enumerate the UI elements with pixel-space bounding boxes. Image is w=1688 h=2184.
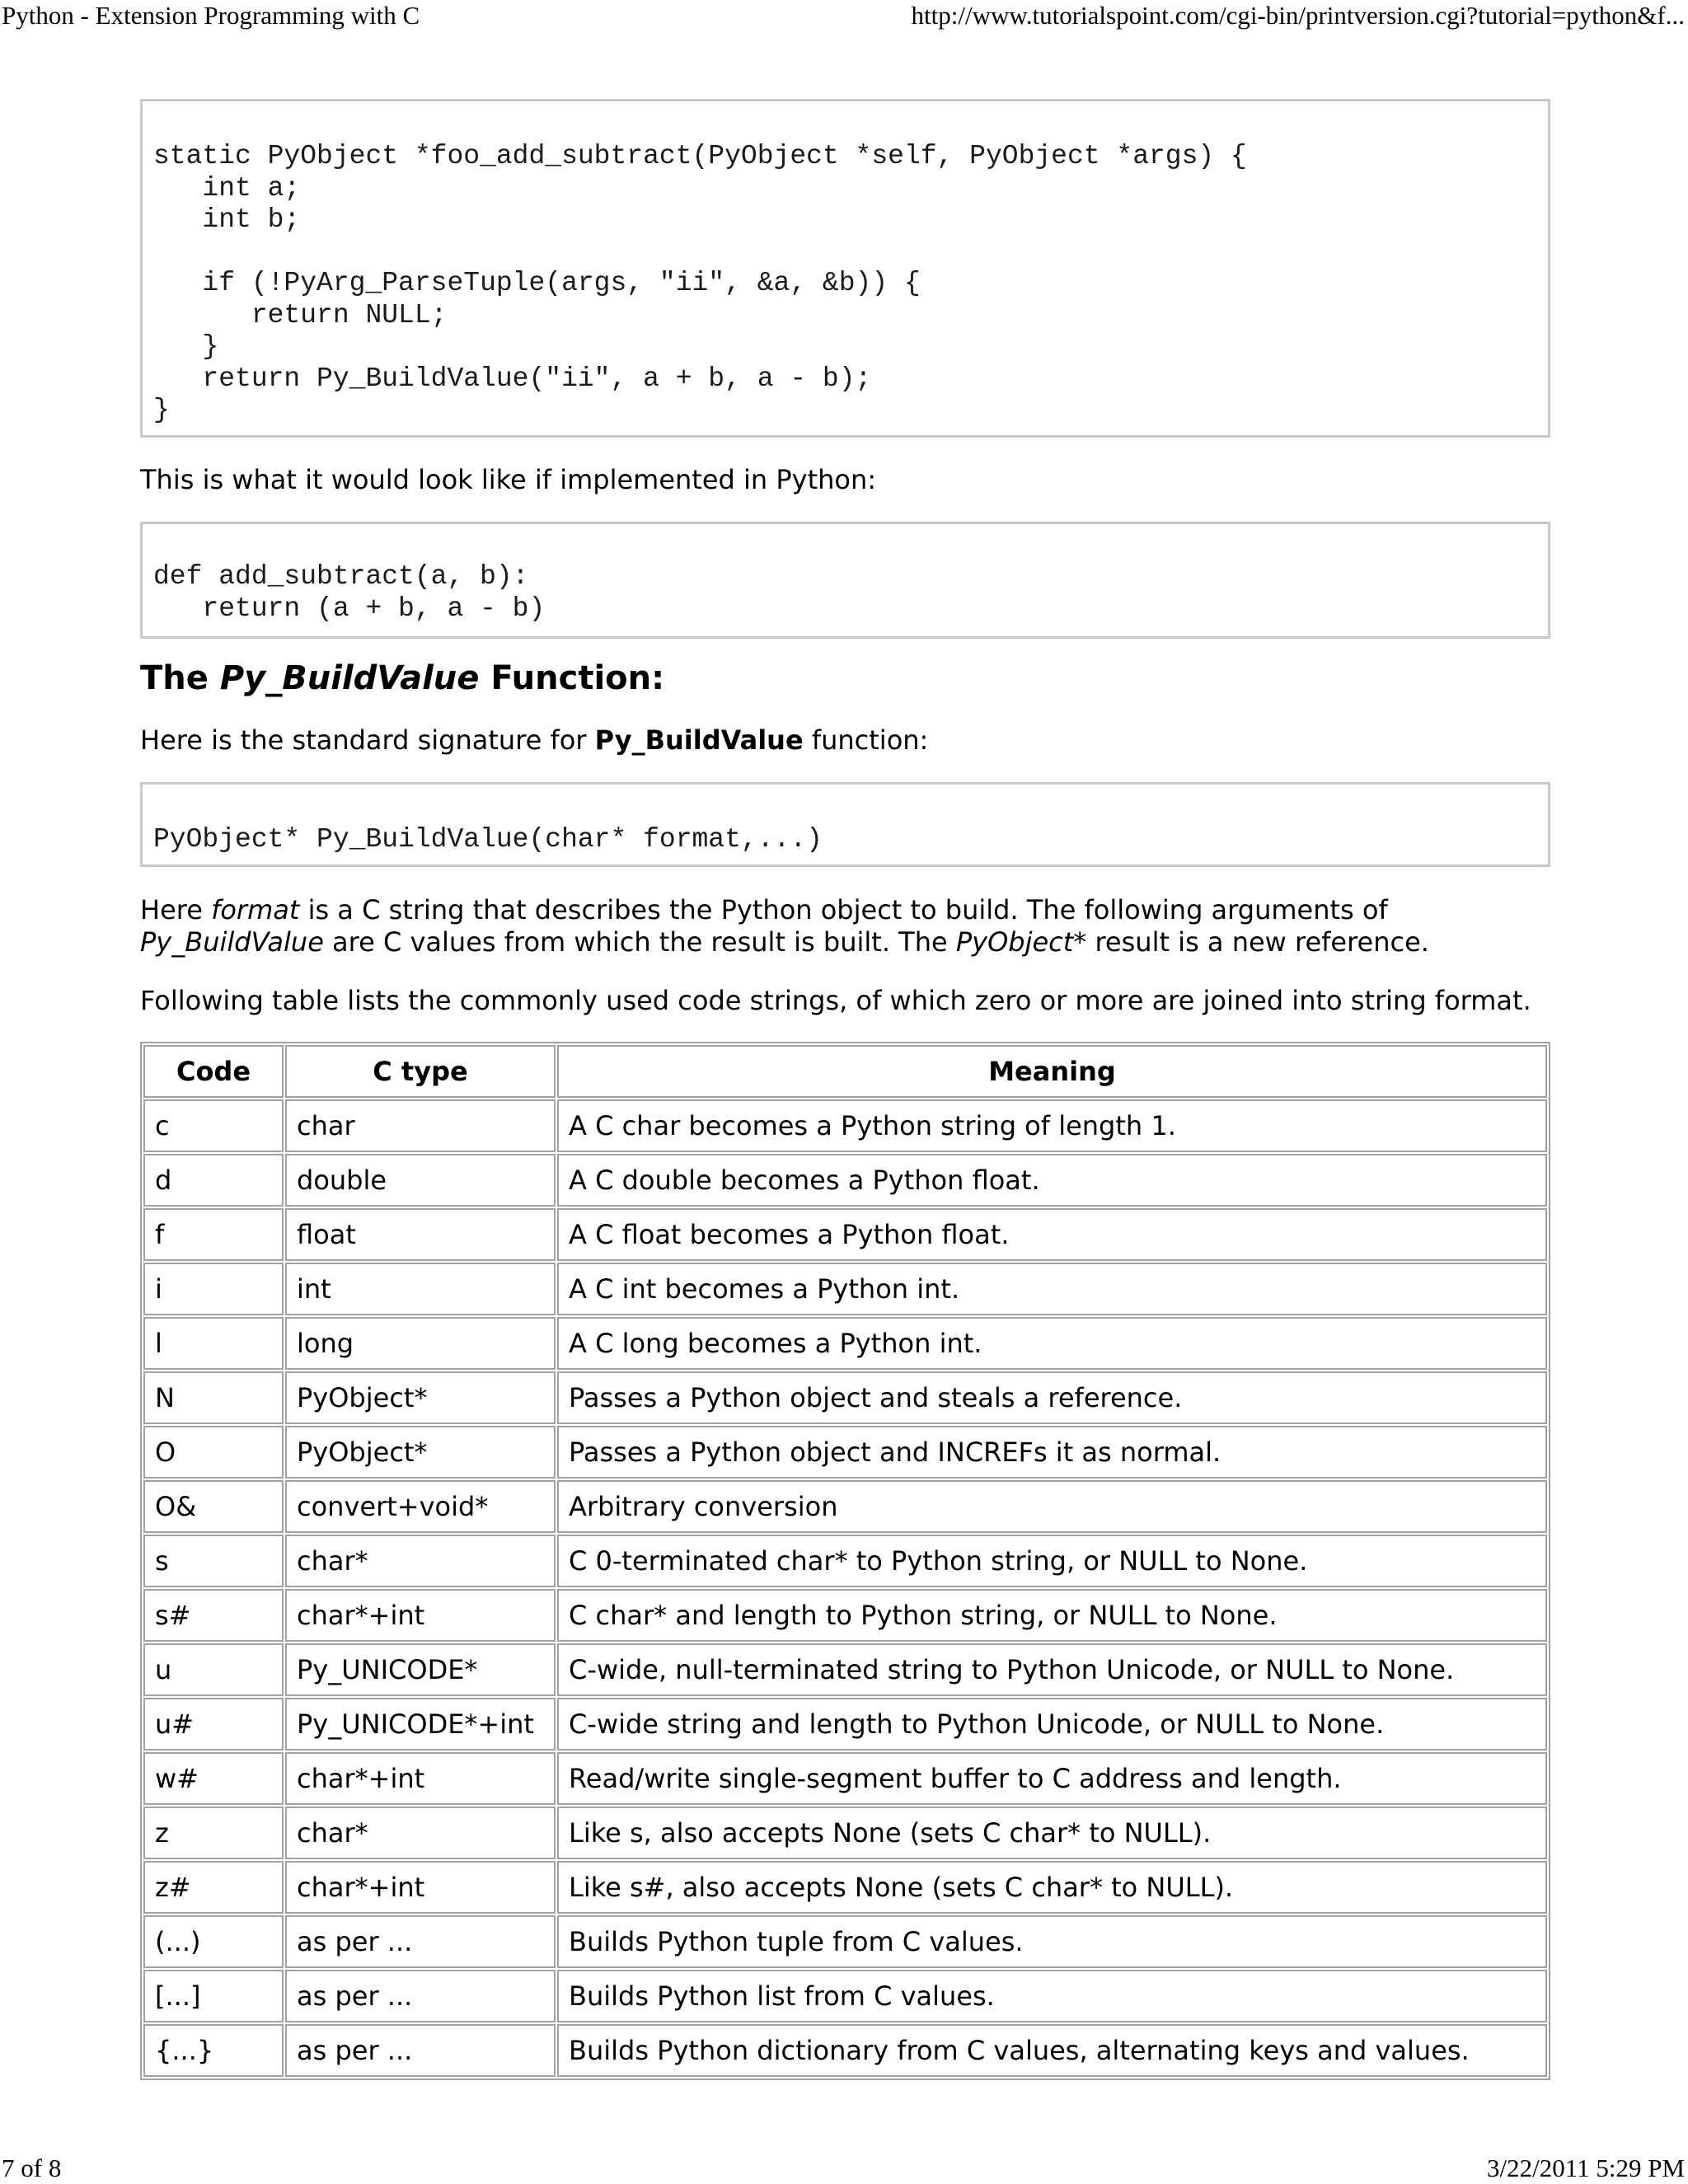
cell-code: l	[143, 1317, 284, 1370]
cell-meaning: C-wide string and length to Python Unicode, or NULL to None.	[557, 1698, 1547, 1750]
cell-meaning: A C long becomes a Python int.	[557, 1317, 1547, 1370]
section-heading	[140, 659, 664, 697]
table-row	[143, 1426, 1547, 1479]
cell-ctype: Py_UNICODE*+int	[285, 1698, 556, 1750]
table-row	[143, 1317, 1547, 1370]
cell-ctype: convert+void*	[285, 1480, 556, 1533]
cell-ctype: PyObject*	[285, 1371, 556, 1424]
code-block-python	[140, 522, 1550, 639]
table-row	[143, 1589, 1547, 1642]
cell-code: O&	[143, 1480, 284, 1533]
cell-ctype: int	[285, 1263, 556, 1315]
format-text: Here	[140, 894, 212, 926]
format-text: is a C string that describes the Python object to build. The following arguments of	[299, 894, 1388, 926]
cell-code: N	[143, 1371, 284, 1424]
cell-ctype: char	[285, 1099, 556, 1152]
cell-ctype: char*	[285, 1807, 556, 1859]
cell-code: {...}	[143, 2024, 284, 2077]
cell-meaning: Builds Python tuple from C values.	[557, 1915, 1547, 1968]
code-text: def add_subtract(a, b): return (a + b, a - b)	[153, 561, 546, 624]
cell-meaning: Passes a Python object and steals a reference.	[557, 1371, 1547, 1424]
table-row	[143, 1263, 1547, 1315]
cell-meaning: Read/write single-segment buffer to C address and length.	[557, 1752, 1547, 1805]
cell-meaning: Passes a Python object and INCREFs it as normal.	[557, 1426, 1547, 1479]
cell-meaning: Like s, also accepts None (sets C char* to NULL).	[557, 1807, 1547, 1859]
cell-meaning: A C float becomes a Python float.	[557, 1208, 1547, 1261]
cell-ctype: PyObject*	[285, 1426, 556, 1479]
table-row	[143, 1208, 1547, 1261]
table-header-row	[143, 1045, 1547, 1098]
cell-ctype: long	[285, 1317, 556, 1370]
cell-code: w#	[143, 1752, 284, 1805]
format-term: PyObject*	[955, 926, 1087, 958]
heading-prefix: The	[140, 659, 220, 697]
code-text: PyObject* Py_BuildValue(char* format,...)	[153, 824, 823, 855]
cell-ctype: Py_UNICODE*	[285, 1643, 556, 1696]
cell-code: [...]	[143, 1970, 284, 2022]
cell-meaning: A C char becomes a Python string of length 1.	[557, 1099, 1547, 1152]
cell-meaning: Like s#, also accepts None (sets C char* to NULL).	[557, 1861, 1547, 1914]
signature-function-name: Py_BuildValue	[594, 724, 804, 756]
signature-prefix: Here is the standard signature for	[140, 724, 595, 756]
code-text: static PyObject *foo_add_subtract(PyObject *self, PyObject *args) { int a; int b; if (!PyArg_ParseTuple(args, "ii", &a, &b)) { return NULL; } return Py_BuildValue("ii", a + b, a - b); }	[153, 141, 1247, 425]
cell-ctype: as per ...	[285, 2024, 556, 2077]
cell-code: u	[143, 1643, 284, 1696]
cell-meaning: C char* and length to Python string, or NULL to None.	[557, 1589, 1547, 1642]
cell-ctype: char*	[285, 1535, 556, 1587]
format-term: format	[211, 894, 300, 926]
paragraph-python-impl: This is what it would look like if implemented in Python:	[140, 464, 877, 495]
cell-ctype: as per ...	[285, 1970, 556, 2022]
cell-ctype: char*+int	[285, 1861, 556, 1914]
cell-code: u#	[143, 1698, 284, 1750]
print-header-url: http://www.tutorialspoint.com/cgi-bin/printversion.cgi?tutorial=python&f...	[911, 1, 1685, 30]
cell-meaning: A C int becomes a Python int.	[557, 1263, 1547, 1315]
code-strings-table	[140, 1042, 1550, 2080]
cell-ctype: as per ...	[285, 1915, 556, 1968]
cell-code: c	[143, 1099, 284, 1152]
heading-function-name: Py_BuildValue	[219, 659, 480, 697]
cell-ctype: double	[285, 1154, 556, 1207]
cell-meaning: Arbitrary conversion	[557, 1480, 1547, 1533]
cell-meaning: C 0-terminated char* to Python string, or NULL to None.	[557, 1535, 1547, 1587]
paragraph-format-line-1	[140, 894, 1388, 926]
table-row	[143, 1371, 1547, 1424]
cell-code: i	[143, 1263, 284, 1315]
cell-code: (...)	[143, 1915, 284, 1968]
cell-code: d	[143, 1154, 284, 1207]
cell-ctype: char*+int	[285, 1752, 556, 1805]
print-header-title: Python - Extension Programming with C	[2, 1, 420, 30]
table-row	[143, 1861, 1547, 1914]
paragraph-table-intro: Following table lists the commonly used code strings, of which zero or more are joined into string format.	[140, 985, 1531, 1016]
table-row	[143, 1154, 1547, 1207]
paragraph-signature	[140, 724, 928, 757]
format-text: result is a new reference.	[1086, 926, 1429, 958]
cell-meaning: C-wide, null-terminated string to Python Unicode, or NULL to None.	[557, 1643, 1547, 1696]
table-row	[143, 1099, 1547, 1152]
cell-meaning: Builds Python list from C values.	[557, 1970, 1547, 2022]
table-row	[143, 1752, 1547, 1805]
cell-ctype: char*+int	[285, 1589, 556, 1642]
table-row	[143, 1970, 1547, 2022]
table-row	[143, 2024, 1547, 2077]
paragraph-format-line-2	[140, 926, 1429, 958]
col-header-code: Code	[143, 1045, 284, 1098]
format-term: Py_BuildValue	[140, 926, 324, 958]
heading-suffix: Function:	[479, 659, 665, 697]
cell-code: f	[143, 1208, 284, 1261]
cell-ctype: float	[285, 1208, 556, 1261]
code-block-signature	[140, 782, 1550, 867]
print-footer-datetime: 3/22/2011 5:29 PM	[1487, 2154, 1685, 2182]
cell-meaning: A C double becomes a Python float.	[557, 1154, 1547, 1207]
table-row	[143, 1480, 1547, 1533]
col-header-ctype: C type	[285, 1045, 556, 1098]
code-block-c-function	[140, 99, 1550, 438]
cell-code: z#	[143, 1861, 284, 1914]
col-header-meaning: Meaning	[557, 1045, 1547, 1098]
table-row	[143, 1643, 1547, 1696]
signature-suffix: function:	[803, 724, 929, 756]
cell-meaning: Builds Python dictionary from C values, alternating keys and values.	[557, 2024, 1547, 2077]
cell-code: z	[143, 1807, 284, 1859]
print-footer-page: 7 of 8	[2, 2154, 62, 2182]
cell-code: O	[143, 1426, 284, 1479]
table-row	[143, 1807, 1547, 1859]
table-row	[143, 1535, 1547, 1587]
table-row	[143, 1698, 1547, 1750]
format-text: are C values from which the result is built. The	[323, 926, 956, 958]
cell-code: s	[143, 1535, 284, 1587]
table-row	[143, 1915, 1547, 1968]
cell-code: s#	[143, 1589, 284, 1642]
